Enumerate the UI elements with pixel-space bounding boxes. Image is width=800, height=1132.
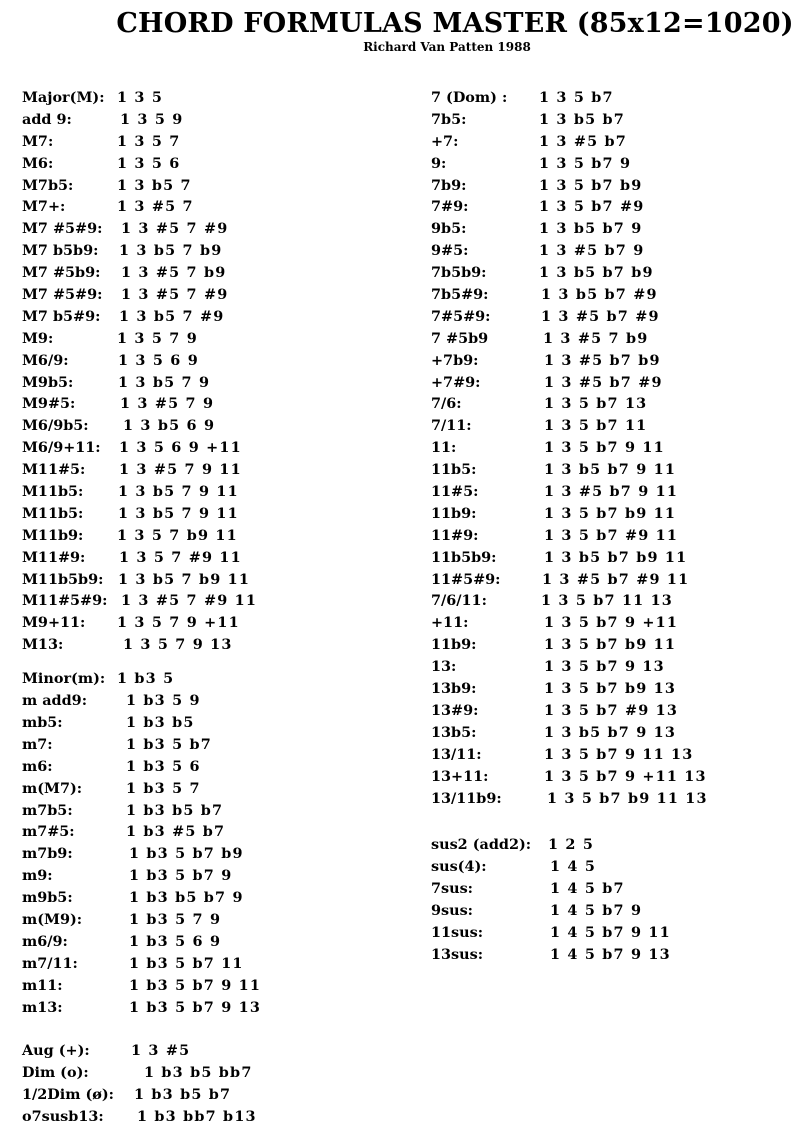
chord-row — [431, 678, 791, 700]
chord-name: 1/2Dim (ø): — [22, 1086, 114, 1104]
chord-formula: 1 3 5 b7 9 11 — [544, 439, 665, 457]
chord-name: 7b5#9: — [431, 286, 489, 304]
chord-formula: 1 3 5 b7 11 13 — [541, 592, 674, 610]
chord-formula: 1 3 5 b7 b9 11 — [544, 504, 677, 522]
chord-row — [22, 481, 402, 503]
chord-formula: 1 3 5 7 9 — [117, 329, 198, 347]
chord-name: 7b5b9: — [431, 264, 487, 282]
chord-formula: 1 3 #5 7 9 — [120, 395, 215, 413]
chord-name: Aug (+): — [22, 1042, 90, 1060]
chord-row — [22, 240, 402, 262]
chord-row — [431, 262, 791, 284]
chord-row — [431, 612, 791, 634]
chord-row — [22, 1106, 402, 1128]
chord-row — [22, 153, 402, 175]
chord-formula: 1 3 5 b7 #9 11 — [544, 526, 679, 544]
chord-row — [22, 821, 402, 843]
chord-formula: 1 3 b5 7 — [117, 176, 192, 194]
chord-name: 7b9: — [431, 176, 467, 194]
chord-name: M7 #5#9: — [22, 286, 103, 304]
chord-name: m7: — [22, 735, 53, 753]
chord-formula: 1 3 5 b7 9 11 13 — [544, 745, 694, 763]
chord-name: 11b9: — [431, 504, 477, 522]
chord-name: 11#5#9: — [431, 570, 501, 588]
chord-name: add 9: — [22, 110, 72, 128]
chord-name: 7/6: — [431, 395, 462, 413]
chord-name: M9+11: — [22, 614, 86, 632]
chord-formula: 1 3 #5 — [131, 1042, 191, 1060]
chord-formula: 1 3 b5 b7 b9 11 — [544, 548, 688, 566]
chord-formula: 1 b3 b5 b7 — [126, 801, 224, 819]
chord-row — [431, 87, 791, 109]
chord-name: 13/11b9: — [431, 789, 502, 807]
chord-row — [431, 218, 791, 240]
chord-name: M7+: — [22, 198, 66, 216]
chord-row — [22, 590, 402, 612]
chord-row — [22, 800, 402, 822]
chord-name: m9b5: — [22, 889, 73, 907]
chord-row — [431, 109, 791, 131]
chord-formula: 1 3 b5 b7 #9 — [541, 286, 658, 304]
chord-row — [22, 218, 402, 240]
chord-row — [431, 922, 791, 944]
chord-row — [22, 350, 402, 372]
chord-row — [431, 153, 791, 175]
chord-name: Minor(m): — [22, 670, 106, 688]
chord-formula: 1 3 #5 7 b9 — [121, 264, 227, 282]
chord-row — [22, 997, 402, 1019]
chord-formula: 1 b3 5 b7 9 13 — [129, 998, 262, 1016]
chord-row — [431, 459, 791, 481]
chord-name: m7/11: — [22, 954, 78, 972]
chord-name: M9b5: — [22, 373, 74, 391]
chord-name: 13sus: — [431, 945, 484, 963]
chord-name: 13: — [431, 658, 457, 676]
chord-name: 9b5: — [431, 220, 467, 238]
chord-formula: 1 3 5 b7 9 13 — [544, 658, 665, 676]
chord-formula: 1 b3 bb7 b13 — [137, 1108, 257, 1126]
chord-row — [22, 1084, 402, 1106]
chord-name: sus(4): — [431, 858, 487, 876]
chord-name: M11b9: — [22, 526, 84, 544]
chord-formula: 1 3 5 b7 b9 13 — [544, 680, 677, 698]
chord-name: m7b9: — [22, 845, 73, 863]
chord-formula: 1 3 b5 7 #9 — [119, 307, 225, 325]
chord-formula: 1 3 #5 b7 b9 — [544, 351, 661, 369]
chord-name: M7 #5b9: — [22, 264, 101, 282]
chord-formula: 1 4 5 b7 9 13 — [550, 945, 671, 963]
chord-formula: 1 3 5 b7 b9 11 — [544, 636, 677, 654]
chord-name: M9#5: — [22, 395, 76, 413]
chord-name: m13: — [22, 998, 63, 1016]
chord-row — [431, 944, 791, 966]
chord-formula: 1 b3 5 7 9 — [129, 910, 222, 928]
chord-row — [22, 668, 402, 690]
chord-row — [431, 131, 791, 153]
chord-formula: 1 3 5 9 — [120, 110, 184, 128]
chord-formula: 1 4 5 — [550, 858, 597, 876]
chord-formula: 1 b3 b5 b7 — [134, 1086, 232, 1104]
chord-name: M6/9b5: — [22, 417, 89, 435]
chord-row — [22, 87, 402, 109]
chord-formula: 1 3 #5 7 #9 — [121, 286, 229, 304]
chord-name: M7 #5#9: — [22, 220, 103, 238]
chord-row — [22, 547, 402, 569]
chord-formula: 1 b3 b5 bb7 — [144, 1064, 253, 1082]
chord-formula: 1 3 5 7 9 13 — [123, 636, 233, 654]
chord-formula: 1 b3 b5 b7 9 — [129, 889, 244, 907]
chord-formula: 1 3 5 — [117, 89, 164, 106]
chord-name: 7#9: — [431, 198, 469, 216]
chord-row — [431, 437, 791, 459]
chord-formula: 1 b3 5 6 — [126, 757, 201, 775]
chord-row — [431, 306, 791, 328]
chord-name: 7b5: — [431, 110, 467, 128]
chord-formula: 1 3 5 6 9 — [118, 351, 199, 369]
chord-row — [22, 778, 402, 800]
chord-name: +7: — [431, 132, 459, 150]
chord-name: m7b5: — [22, 801, 73, 819]
chord-name: 13b5: — [431, 723, 477, 741]
chord-row — [431, 856, 791, 878]
chord-name: 7sus: — [431, 880, 473, 898]
chord-formula: 1 b3 5 b7 — [126, 735, 213, 753]
chord-formula: 1 3 b5 b7 b9 — [539, 264, 654, 282]
chord-name: 11sus: — [431, 923, 484, 941]
chord-name: 13+11: — [431, 767, 489, 785]
chord-row — [22, 887, 402, 909]
chord-name: mb5: — [22, 713, 63, 731]
chord-formula: 1 3 5 b7 #9 — [539, 198, 645, 216]
chord-row — [431, 240, 791, 262]
chord-name: o7susb13: — [22, 1108, 104, 1126]
chord-name: +7b9: — [431, 351, 479, 369]
chord-formula: 1 b3 5 b7 9 — [129, 867, 233, 885]
chord-formula: 1 3 #5 b7 #9 — [541, 307, 660, 325]
chord-name: 11b5: — [431, 461, 477, 479]
chord-name: 11#5: — [431, 483, 479, 501]
chord-row — [431, 547, 791, 569]
chord-name: m11: — [22, 976, 63, 994]
chord-formula: 1 3 b5 7 9 11 — [118, 483, 239, 501]
chord-formula: 1 3 b5 b7 9 13 — [544, 723, 677, 741]
chord-name: 9sus: — [431, 902, 473, 920]
chord-formula: 1 3 #5 b7 9 11 — [544, 483, 679, 501]
chord-formula: 1 3 b5 b7 9 — [539, 220, 643, 238]
chord-formula: 1 3 b5 7 9 — [118, 373, 211, 391]
chord-row — [22, 393, 402, 415]
chord-formula: 1 b3 #5 b7 — [126, 823, 226, 841]
chord-formula: 1 3 5 b7 b9 11 13 — [547, 789, 708, 807]
chord-row — [22, 953, 402, 975]
chord-row — [431, 525, 791, 547]
chord-formula: 1 3 b5 b7 — [539, 110, 626, 128]
chord-formula: 1 3 b5 7 b9 — [119, 242, 223, 260]
chord-formula: 1 3 5 7 b9 11 — [117, 526, 238, 544]
chord-formula: 1 3 5 b7 9 +11 13 — [544, 767, 707, 785]
chord-row — [431, 372, 791, 394]
chord-row — [431, 656, 791, 678]
chord-name: M11b5: — [22, 483, 84, 501]
chord-name: m6: — [22, 757, 53, 775]
chord-formula: 1 4 5 b7 9 — [550, 902, 643, 920]
chord-name: 11b9: — [431, 636, 477, 654]
chord-name: 11: — [431, 439, 457, 457]
chord-row — [22, 975, 402, 997]
chord-formula: 1 3 5 b7 11 — [544, 417, 648, 435]
chord-row — [431, 569, 791, 591]
chord-formula: 1 3 5 b7 9 — [539, 154, 632, 172]
chord-formula: 1 3 #5 b7 9 — [539, 242, 645, 260]
chord-formula: 1 4 5 b7 9 11 — [550, 923, 671, 941]
chord-row — [431, 328, 791, 350]
chord-formula: 1 2 5 — [548, 836, 595, 854]
chord-row — [22, 612, 402, 634]
chord-row — [431, 196, 791, 218]
chord-name: 7#5#9: — [431, 307, 491, 325]
chord-row — [431, 900, 791, 922]
chord-name: Major(M): — [22, 89, 105, 106]
chord-row — [22, 437, 402, 459]
chord-row — [431, 175, 791, 197]
chord-formula: 1 3 5 b7 9 +11 — [544, 614, 679, 632]
right-section-dominant — [431, 87, 791, 809]
chord-name: M7: — [22, 132, 54, 150]
chord-name: M7 b5b9: — [22, 242, 99, 260]
chord-formula: 1 3 5 7 9 +11 — [117, 614, 240, 632]
chord-name: M9: — [22, 329, 54, 347]
chord-row — [431, 393, 791, 415]
chord-row — [431, 722, 791, 744]
chord-row — [431, 590, 791, 612]
chord-row — [22, 459, 402, 481]
chord-row — [22, 415, 402, 437]
chord-formula: 1 3 #5 b7 — [539, 132, 628, 150]
chord-row — [22, 865, 402, 887]
chord-row — [22, 690, 402, 712]
chord-row — [431, 788, 791, 810]
chord-formula: 1 b3 5 6 9 — [129, 932, 222, 950]
chord-name: m(M9): — [22, 910, 83, 928]
chord-formula: 1 3 #5 7 b9 — [543, 329, 649, 347]
chord-name: m6/9: — [22, 932, 68, 950]
chord-row — [431, 350, 791, 372]
chord-name: 13/11: — [431, 745, 482, 763]
chord-row — [22, 372, 402, 394]
chord-row — [22, 931, 402, 953]
page-title-text: CHORD FORMULAS MASTER (85x12=1020) — [116, 8, 794, 39]
chord-row — [431, 700, 791, 722]
chord-row — [22, 131, 402, 153]
chord-formula: 1 3 b5 7 9 11 — [118, 504, 239, 522]
chord-name: sus2 (add2): — [431, 836, 532, 854]
chord-formula: 1 3 5 6 — [117, 154, 181, 172]
chord-name: M11b5: — [22, 504, 84, 522]
chord-row — [22, 284, 402, 306]
chord-name: +7#9: — [431, 373, 481, 391]
chord-name: 11#9: — [431, 526, 479, 544]
chord-row — [431, 415, 791, 437]
left-section-major — [22, 87, 402, 656]
chord-name: m add9: — [22, 692, 88, 710]
chord-row — [22, 843, 402, 865]
chord-name: +11: — [431, 614, 469, 632]
chord-formula: 1 3 b5 7 b9 11 — [118, 570, 251, 588]
chord-row — [22, 756, 402, 778]
chord-formula: 1 3 5 b7 — [539, 89, 614, 106]
chord-name: 7/6/11: — [431, 592, 487, 610]
chord-formula: 1 3 5 b7 #9 13 — [544, 701, 679, 719]
chord-name: M6/9: — [22, 351, 69, 369]
chord-row — [22, 634, 402, 656]
chord-name: m9: — [22, 867, 53, 885]
chord-formula: 1 3 b5 b7 9 11 — [544, 461, 677, 479]
right-section-suspended — [431, 834, 791, 965]
chord-name: Dim (o): — [22, 1064, 89, 1082]
page-subtitle-text: Richard Van Patten 1988 — [363, 40, 531, 54]
chord-row — [22, 712, 402, 734]
chord-formula: 1 3 #5 7 9 11 — [119, 461, 242, 479]
chord-row — [431, 744, 791, 766]
chord-row — [22, 569, 402, 591]
chord-formula: 1 b3 5 — [117, 670, 175, 688]
chord-name: 7 (Dom) : — [431, 89, 508, 106]
chord-row — [22, 175, 402, 197]
page-subtitle — [0, 40, 800, 54]
chord-formula: 1 3 #5 b7 #9 11 — [542, 570, 690, 588]
chord-formula: 1 b3 b5 — [126, 713, 195, 731]
chord-formula: 1 b3 5 b7 11 — [129, 954, 244, 972]
chord-formula: 1 3 b5 6 9 — [123, 417, 216, 435]
chord-name: 7/11: — [431, 417, 472, 435]
chord-formula: 1 4 5 b7 — [550, 880, 625, 898]
chord-row — [22, 734, 402, 756]
chord-row — [22, 262, 402, 284]
chord-row — [22, 328, 402, 350]
chord-row — [431, 503, 791, 525]
chord-name: M11#5: — [22, 461, 86, 479]
right-column — [431, 87, 791, 966]
chord-formula: 1 3 5 6 9 +11 — [119, 439, 242, 457]
chord-name: m7#5: — [22, 823, 75, 841]
chord-row — [431, 878, 791, 900]
chord-formula: 1 3 5 7 #9 11 — [119, 548, 242, 566]
chord-name: M13: — [22, 636, 64, 654]
chord-row — [22, 503, 402, 525]
chord-formula: 1 3 #5 b7 #9 — [544, 373, 663, 391]
chord-name: 13b9: — [431, 680, 477, 698]
left-section-augmented-diminished — [22, 1040, 402, 1128]
chord-row — [431, 766, 791, 788]
chord-row — [22, 109, 402, 131]
chord-row — [22, 1062, 402, 1084]
chord-name: M7 b5#9: — [22, 307, 101, 325]
chord-row — [22, 1040, 402, 1062]
chord-row — [22, 909, 402, 931]
chord-row — [22, 196, 402, 218]
chord-name: M11b5b9: — [22, 570, 104, 588]
chord-formula: 1 3 #5 7 — [117, 198, 194, 216]
chord-name: 9: — [431, 154, 447, 172]
chord-row — [22, 525, 402, 547]
page-title — [0, 8, 800, 39]
left-column — [22, 87, 402, 1128]
chord-name: 11b5b9: — [431, 548, 497, 566]
chord-formula: 1 3 5 b7 13 — [544, 395, 648, 413]
chord-formula: 1 b3 5 b7 b9 — [129, 845, 244, 863]
chord-name: M6/9+11: — [22, 439, 101, 457]
left-section-minor — [22, 668, 402, 1018]
chord-formula: 1 3 5 b7 b9 — [539, 176, 643, 194]
chord-row — [22, 306, 402, 328]
chord-name: 13#9: — [431, 701, 479, 719]
chord-formula: 1 b3 5 b7 9 11 — [129, 976, 262, 994]
chord-name: M7b5: — [22, 176, 74, 194]
chord-name: 9#5: — [431, 242, 469, 260]
chord-name: M11#9: — [22, 548, 86, 566]
chord-row — [431, 284, 791, 306]
chord-row — [431, 481, 791, 503]
chord-formula: 1 3 #5 7 #9 — [121, 220, 229, 238]
chord-name: M11#5#9: — [22, 592, 108, 610]
chord-formula: 1 b3 5 9 — [126, 692, 201, 710]
chord-row — [431, 634, 791, 656]
chord-name: 7 #5b9 — [431, 329, 489, 347]
chord-name: m(M7): — [22, 779, 83, 797]
chord-name: M6: — [22, 154, 54, 172]
chord-formula: 1 3 5 7 — [117, 132, 181, 150]
chord-formula: 1 3 #5 7 #9 11 — [121, 592, 258, 610]
chord-row — [431, 834, 791, 856]
chord-formula: 1 b3 5 7 — [126, 779, 201, 797]
